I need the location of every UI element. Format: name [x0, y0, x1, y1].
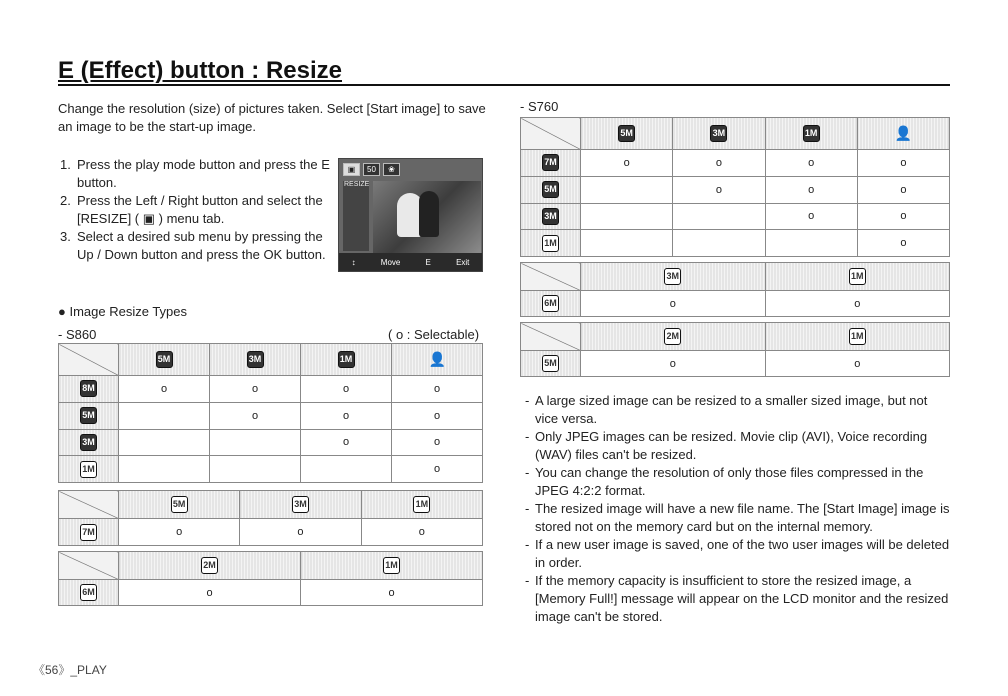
notes-list	[525, 392, 950, 626]
row-header	[521, 291, 581, 317]
step-text: Press the play mode button and press the E button.	[77, 157, 330, 190]
step-text: Press the Left / Right button and select the [RESIZE] ( ▣ ) menu tab.	[77, 193, 323, 226]
column-header	[581, 323, 766, 351]
note-dash: -	[525, 465, 530, 480]
table-cell	[210, 456, 301, 483]
table-row	[521, 291, 950, 317]
row-header	[59, 519, 119, 546]
step-number: 3.	[60, 229, 71, 244]
3m-icon: 3M	[80, 434, 97, 451]
row-header	[521, 150, 581, 177]
table-row	[521, 351, 950, 377]
intro-text: Change the resolution (size) of pictures taken. Select [Start image] to save an image to be the start-up image.	[58, 101, 486, 134]
selectable-legend: ( o : Selectable)	[388, 327, 480, 342]
5m-icon: 5M	[156, 351, 173, 368]
s760-label: - S760	[520, 99, 559, 114]
table-cell: o	[119, 376, 210, 403]
note-text: You can change the resolution of only those files compressed in the JPEG 4:2:2 format.	[535, 465, 924, 498]
table-row	[59, 402, 483, 429]
effect-tab-icon: ❀	[383, 163, 400, 176]
table-cell: o	[392, 376, 483, 403]
table-cell	[765, 230, 857, 257]
table-row	[521, 203, 950, 230]
table-corner	[59, 552, 119, 580]
table-cell: o	[857, 176, 949, 203]
note-item	[525, 464, 950, 500]
column-header	[361, 491, 482, 519]
3m-icon: 3M	[292, 496, 309, 513]
note-item	[525, 428, 950, 464]
table-corner	[521, 323, 581, 351]
8m-icon: 8M	[80, 380, 97, 397]
table-cell: o	[210, 402, 301, 429]
step-text: Select a desired sub menu by pressing the Up / Down button and press the OK button.	[77, 229, 326, 262]
table-cell: o	[581, 351, 766, 377]
table-cell	[581, 203, 673, 230]
table-row	[521, 150, 950, 177]
6m-icon: 6M	[542, 295, 559, 312]
table-corner	[59, 344, 119, 376]
table-cell	[581, 230, 673, 257]
table-cell	[119, 429, 210, 456]
table-cell: o	[765, 351, 950, 377]
row-header	[521, 176, 581, 203]
note-text: If a new user image is saved, one of the two user images will be deleted in order.	[535, 537, 950, 570]
s760-resize-table-2	[520, 262, 950, 317]
table-cell: o	[765, 150, 857, 177]
table-cell: o	[119, 580, 301, 606]
table-cell	[210, 429, 301, 456]
note-dash: -	[525, 537, 530, 552]
row-header	[59, 429, 119, 456]
table-cell: o	[857, 150, 949, 177]
3m-icon: 3M	[710, 125, 727, 142]
page-title: E (Effect) button : Resize	[58, 57, 343, 84]
7m-icon: 7M	[542, 154, 559, 171]
7m-icon: 7M	[80, 524, 97, 541]
table-cell: o	[392, 456, 483, 483]
table-cell: o	[301, 429, 392, 456]
table-cell	[673, 203, 765, 230]
1m-icon: 1M	[803, 125, 820, 142]
1m-icon: 1M	[338, 351, 355, 368]
table-cell: o	[240, 519, 361, 546]
table-cell: o	[673, 176, 765, 203]
1m-icon: 1M	[383, 557, 400, 574]
note-dash: -	[525, 573, 530, 588]
table-row	[59, 580, 483, 606]
column-header	[210, 344, 301, 376]
row-header	[59, 376, 119, 403]
3m-icon: 3M	[664, 268, 681, 285]
lcd-e-label: E	[425, 257, 431, 267]
note-text: Only JPEG images can be resized. Movie clip (AVI), Voice recording (WAV) files can't be resized.	[535, 429, 928, 462]
table-corner	[59, 491, 119, 519]
s860-resize-table-1	[58, 343, 483, 483]
table-corner	[521, 263, 581, 291]
column-header	[765, 263, 950, 291]
table-cell: o	[581, 291, 766, 317]
1m-icon: 1M	[413, 496, 430, 513]
lcd-exit-label: Exit	[456, 257, 470, 267]
table-cell: o	[361, 519, 482, 546]
table-row	[521, 230, 950, 257]
table-row	[59, 519, 483, 546]
column-header	[119, 344, 210, 376]
quality-tab-icon: 50	[363, 163, 380, 176]
table-cell: o	[765, 176, 857, 203]
5m-icon: 5M	[542, 355, 559, 372]
row-header	[521, 203, 581, 230]
table-cell: o	[210, 376, 301, 403]
column-header	[119, 552, 301, 580]
step-item	[60, 156, 335, 192]
column-header	[301, 344, 392, 376]
lcd-bottom-bar	[339, 253, 482, 271]
resize-tab-icon: ▣	[343, 163, 360, 176]
row-header	[59, 456, 119, 483]
step-number: 1.	[60, 157, 71, 172]
note-text: If the memory capacity is insufficient to store the resized image, a [Memory Full!] message will appear on the LCD monitor and the resized image can't be stored.	[535, 573, 949, 624]
column-header	[240, 491, 361, 519]
note-dash: -	[525, 501, 530, 516]
note-item	[525, 572, 950, 626]
updown-arrow-icon: ↕	[351, 257, 356, 267]
table-cell: o	[392, 402, 483, 429]
1m-icon: 1M	[849, 268, 866, 285]
table-cell: o	[301, 402, 392, 429]
5m-icon: 5M	[618, 125, 635, 142]
note-dash: -	[525, 393, 530, 408]
note-item	[525, 500, 950, 536]
lcd-menu-label: RESIZE	[344, 181, 370, 188]
steps-list	[60, 156, 335, 264]
table-cell	[581, 176, 673, 203]
column-header	[581, 118, 673, 150]
lcd-submenu	[343, 181, 369, 251]
user-icon: 👤	[428, 351, 446, 367]
1m-icon: 1M	[80, 461, 97, 478]
5m-icon: 5M	[171, 496, 188, 513]
row-header	[59, 580, 119, 606]
table-cell: o	[119, 519, 240, 546]
table-cell: o	[673, 150, 765, 177]
note-item	[525, 392, 950, 428]
table-cell	[301, 456, 392, 483]
s760-resize-table-1	[520, 117, 950, 257]
note-dash: -	[525, 429, 530, 444]
row-header	[521, 351, 581, 377]
table-corner	[521, 118, 581, 150]
column-header	[765, 118, 857, 150]
table-row	[59, 456, 483, 483]
1m-icon: 1M	[849, 328, 866, 345]
s860-resize-table-3	[58, 551, 483, 606]
3m-icon: 3M	[247, 351, 264, 368]
1m-icon: 1M	[542, 235, 559, 252]
step-item	[60, 228, 335, 264]
lcd-screenshot	[338, 158, 483, 272]
2m-icon: 2M	[664, 328, 681, 345]
5m-icon: 5M	[80, 407, 97, 424]
s860-resize-table-2	[58, 490, 483, 546]
title-underline	[58, 84, 950, 86]
step-number: 2.	[60, 193, 71, 208]
lcd-tabs	[343, 163, 400, 176]
user-icon: 👤	[894, 125, 913, 141]
column-header	[673, 118, 765, 150]
lcd-move-label: Move	[380, 257, 401, 267]
table-cell: o	[581, 150, 673, 177]
table-cell: o	[765, 291, 950, 317]
column-header	[581, 263, 766, 291]
table-cell: o	[765, 203, 857, 230]
groom-figure	[419, 191, 439, 237]
column-header	[301, 552, 483, 580]
6m-icon: 6M	[80, 584, 97, 601]
s860-label: - S860	[58, 327, 97, 342]
column-header	[857, 118, 949, 150]
resize-types-heading: ● Image Resize Types	[58, 304, 188, 319]
table-cell: o	[301, 376, 392, 403]
row-header	[59, 402, 119, 429]
table-cell: o	[301, 580, 483, 606]
2m-icon: 2M	[201, 557, 218, 574]
column-header	[119, 491, 240, 519]
page-footer: 《56》_PLAY	[33, 663, 107, 677]
table-row	[59, 429, 483, 456]
table-row	[59, 376, 483, 403]
table-cell: o	[857, 230, 949, 257]
table-cell: o	[392, 429, 483, 456]
note-text: A large sized image can be resized to a smaller sized image, but not vice versa.	[535, 393, 928, 426]
note-text: The resized image will have a new file name. The [Start Image] image is stored not on the memory card but on the internal memory.	[535, 501, 950, 534]
table-cell	[119, 456, 210, 483]
step-item	[60, 192, 335, 228]
column-header	[765, 323, 950, 351]
note-item	[525, 536, 950, 572]
3m-icon: 3M	[542, 208, 559, 225]
table-cell: o	[857, 203, 949, 230]
table-cell	[673, 230, 765, 257]
5m-icon: 5M	[542, 181, 559, 198]
row-header	[521, 230, 581, 257]
table-row	[521, 176, 950, 203]
column-header	[392, 344, 483, 376]
s760-resize-table-3	[520, 322, 950, 377]
table-cell	[119, 402, 210, 429]
